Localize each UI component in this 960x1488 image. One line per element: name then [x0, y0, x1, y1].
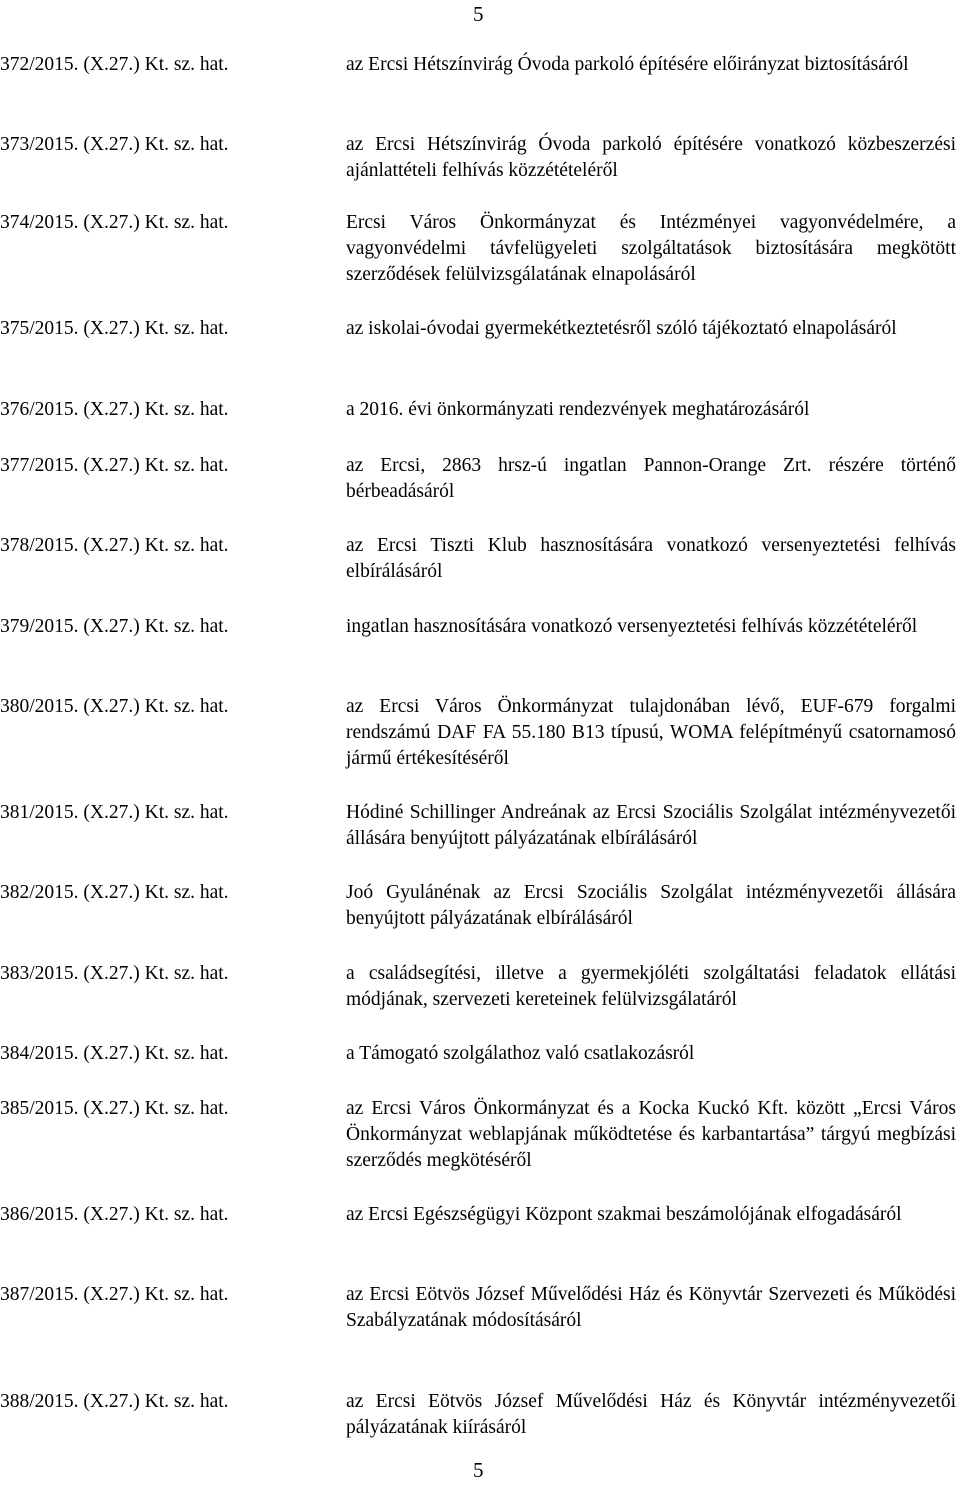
resolution-title: az Ercsi Hétszínvirág Óvoda parkoló építésére vonatkozó közbeszerzési ajánlattételi felhívás közzétételéről	[346, 134, 956, 181]
resolution-title: az Ercsi Tiszti Klub hasznosítására vonatkozó versenyeztetési felhívás elbírálásáról	[346, 535, 956, 582]
resolution-title: az iskolai-óvodai gyermekétkeztetésről szóló tájékoztató elnapolásáról	[346, 318, 897, 339]
resolution-title: az Ercsi Város Önkormányzat és a Kocka Kuckó Kft. között „Ercsi Város Önkormányzat weblapjának működtetése és karbantartása” tárgyú megbízási szerződés megkötéséről	[346, 1098, 956, 1171]
resolution-title: az Ercsi Eötvös József Művelődési Ház és Könyvtár intézményvezetői pályázatának kiírásáról	[346, 1391, 956, 1438]
resolution-title: ingatlan hasznosítására vonatkozó versenyeztetési felhívás közzétételéről	[346, 616, 918, 637]
resolution-title: az Ercsi Eötvös József Művelődési Ház és Könyvtár Szervezeti és Működési Szabályzatának módosításáról	[346, 1284, 956, 1331]
resolution-number: 372/2015. (X.27.) Kt. sz. hat.	[0, 54, 229, 75]
resolution-number: 382/2015. (X.27.) Kt. sz. hat.	[0, 882, 229, 903]
resolution-title: a családsegítési, illetve a gyermekjóléti szolgáltatási feladatok ellátási módjának, szervezeti kereteinek felülvizsgálatáról	[346, 963, 956, 1010]
resolution-title: a 2016. évi önkormányzati rendezvények meghatározásáról	[346, 399, 810, 420]
resolution-number: 377/2015. (X.27.) Kt. sz. hat.	[0, 455, 229, 476]
resolution-number: 378/2015. (X.27.) Kt. sz. hat.	[0, 535, 229, 556]
resolution-number: 388/2015. (X.27.) Kt. sz. hat.	[0, 1391, 229, 1412]
resolution-number: 380/2015. (X.27.) Kt. sz. hat.	[0, 696, 229, 717]
resolution-title: Ercsi Város Önkormányzat és Intézményei vagyonvédelmére, a vagyonvédelmi távfelügyeleti szolgáltatások biztosítására megkötött szerződések felülvizsgálatának elnapolásáról	[346, 212, 956, 285]
resolution-number: 379/2015. (X.27.) Kt. sz. hat.	[0, 616, 229, 637]
resolution-number: 387/2015. (X.27.) Kt. sz. hat.	[0, 1284, 229, 1305]
resolution-number: 376/2015. (X.27.) Kt. sz. hat.	[0, 399, 229, 420]
resolution-title: Hódiné Schillinger Andreának az Ercsi Szociális Szolgálat intézményvezetői állására benyújtott pályázatának elbírálásáról	[346, 802, 956, 849]
page-number-bottom: 5	[473, 1458, 484, 1482]
resolution-title: az Ercsi Egészségügyi Központ szakmai beszámolójának elfogadásáról	[346, 1204, 902, 1225]
resolution-number: 381/2015. (X.27.) Kt. sz. hat.	[0, 802, 229, 823]
resolution-title: az Ercsi, 2863 hrsz-ú ingatlan Pannon-Orange Zrt. részére történő bérbeadásáról	[346, 455, 956, 502]
resolution-title: az Ercsi Hétszínvirág Óvoda parkoló építésére előirányzat biztosításáról	[346, 54, 909, 75]
resolution-number: 386/2015. (X.27.) Kt. sz. hat.	[0, 1204, 229, 1225]
resolution-title: a Támogató szolgálathoz való csatlakozásról	[346, 1043, 695, 1064]
resolution-number: 375/2015. (X.27.) Kt. sz. hat.	[0, 318, 229, 339]
resolution-number: 385/2015. (X.27.) Kt. sz. hat.	[0, 1098, 229, 1119]
page-number-top: 5	[473, 2, 484, 26]
resolution-title: az Ercsi Város Önkormányzat tulajdonában lévő, EUF-679 forgalmi rendszámú DAF FA 55.180 B13 típusú, WOMA felépítményű csatornamosó jármű értékesítéséről	[346, 696, 956, 769]
resolution-number: 373/2015. (X.27.) Kt. sz. hat.	[0, 134, 229, 155]
resolution-title: Joó Gyulánénak az Ercsi Szociális Szolgálat intézményvezetői állására benyújtott pályázatának elbírálásáról	[346, 882, 956, 929]
resolution-number: 383/2015. (X.27.) Kt. sz. hat.	[0, 963, 229, 984]
resolution-number: 374/2015. (X.27.) Kt. sz. hat.	[0, 212, 229, 233]
resolution-number: 384/2015. (X.27.) Kt. sz. hat.	[0, 1043, 229, 1064]
